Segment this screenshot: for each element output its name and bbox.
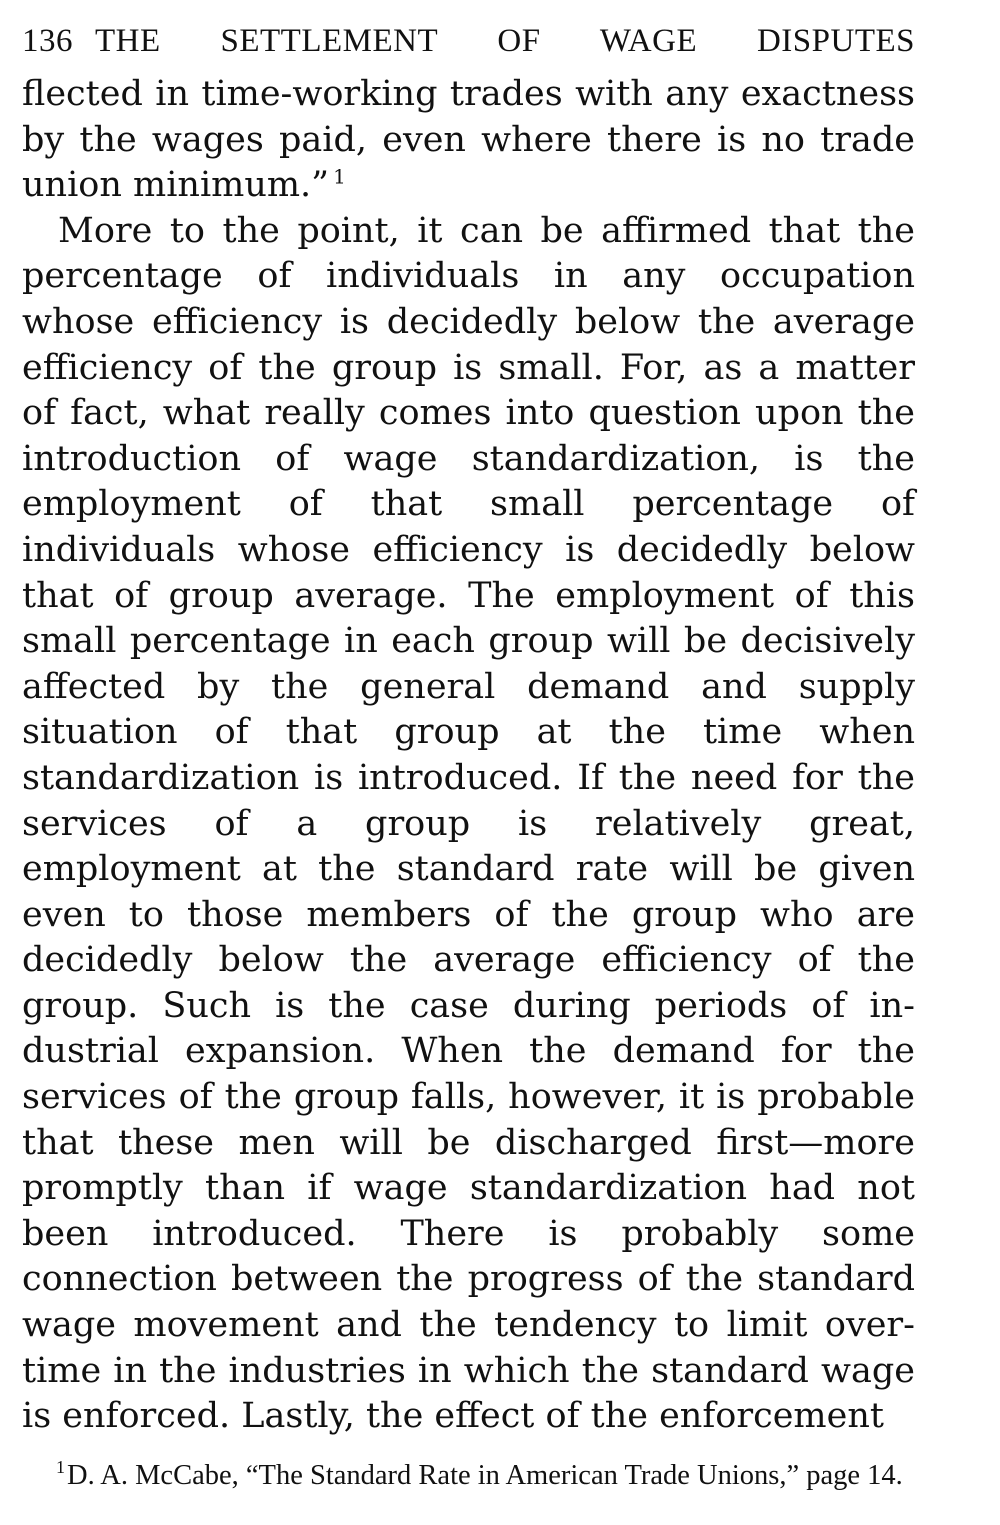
paragraph-2: More to the point, it can be affirmed that the percentage of individuals in any occupation whose efficiency is decidedly below the average efficiency of the group is small. For, as a matter of fact, what really comes into question upon the introduction of wage standardization, is the employment of that small percentage of individuals whose efficiency is decidedly below that of group average. The employment of this small percentage in each group will be decisively affected by the general demand and supply situation of that group at the time when standardization is introduced. If the need for the services of a group is relatively great, employment at the standard rate will be given even to those members of the group who are decidedly below the average efficiency of the group. Such is the case during periods of industrial expansion. When the demand for the services of the group falls, however, it is probable that these men will be discharged first—more promptly than if wage standardization had not been introduced. There is probably some connection between the progress of the standard wage movement and the tendency to limit overtime in the industries in which the standard wage is enforced. Lastly, the effect of the enforcement — [22, 210, 915, 1437]
page-number: 136 — [22, 23, 73, 59]
book-page — [22, 20, 915, 1491]
running-title: THE SETTLEMENT OF WAGE DISPUTES — [95, 23, 915, 59]
footnote-reference — [329, 165, 346, 189]
footnote — [22, 1457, 915, 1491]
footnotes — [22, 1457, 915, 1491]
paragraph-1-text: flected in time-working trades with any exactness by the wages paid, even where there is no trade union minimum.” — [22, 74, 915, 206]
paragraph-1 — [22, 72, 915, 209]
running-head — [22, 20, 915, 64]
footnote-text: D. A. McCabe, “The Standard Rate in American Trade Unions,” page 14. — [67, 1459, 903, 1491]
footnote-reference-number: 1 — [333, 164, 346, 189]
body-text — [22, 72, 915, 1440]
footnote-mark: 1 — [56, 1457, 65, 1478]
